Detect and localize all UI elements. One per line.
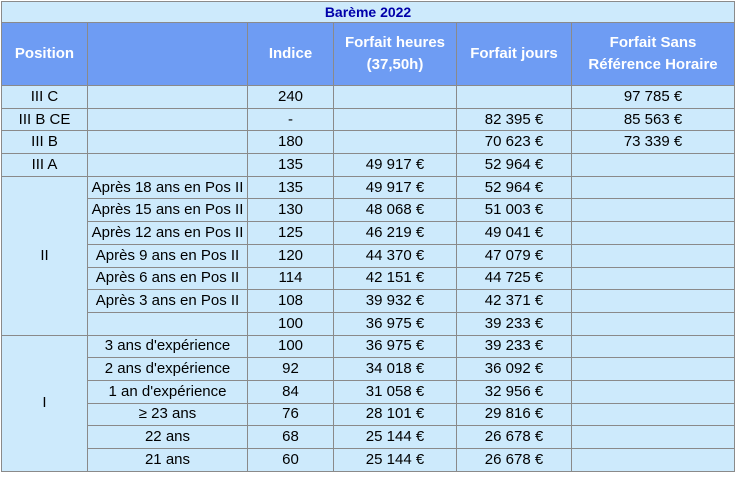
forfait-sans-cell [572,244,735,267]
forfait-heures-cell: 49 917 € [334,176,457,199]
subposition-cell: 1 an d'expérience [88,380,248,403]
subposition-cell: Après 12 ans en Pos II [88,222,248,245]
indice-cell: 180 [248,131,334,154]
position-cell: III B CE [2,108,88,131]
forfait-heures-cell: 44 370 € [334,244,457,267]
forfait-jours-cell: 82 395 € [457,108,572,131]
forfait-jours-cell [457,86,572,109]
forfait-sans-cell [572,267,735,290]
forfait-sans-cell [572,176,735,199]
table-row [2,86,735,109]
forfait-sans-cell [572,154,735,177]
forfait-heures-cell: 42 151 € [334,267,457,290]
subposition-cell: Après 6 ans en Pos II [88,267,248,290]
forfait-sans-cell [572,312,735,335]
header-forfait-heures-line1: Forfait heures [344,34,446,51]
table-row [2,426,735,449]
forfait-jours-cell: 39 233 € [457,335,572,358]
subposition-cell: Après 3 ans en Pos II [88,290,248,313]
table-row [2,335,735,358]
forfait-heures-cell: 25 144 € [334,449,457,472]
forfait-sans-cell [572,380,735,403]
indice-cell: 135 [248,154,334,177]
header-forfait-sans-line2: Référence Horaire [588,56,718,73]
position-cell: III B [2,131,88,154]
forfait-sans-cell [572,199,735,222]
subposition-cell [88,131,248,154]
forfait-sans-cell [572,222,735,245]
subposition-cell: Après 15 ans en Pos II [88,199,248,222]
forfait-heures-cell [334,131,457,154]
subposition-cell: ≥ 23 ans [88,403,248,426]
table-row [2,312,735,335]
forfait-heures-cell: 48 068 € [334,199,457,222]
subposition-cell: 22 ans [88,426,248,449]
indice-cell: 92 [248,358,334,381]
indice-cell: 114 [248,267,334,290]
forfait-sans-cell [572,403,735,426]
table-row [2,403,735,426]
table-body [2,86,735,472]
indice-cell: 240 [248,86,334,109]
forfait-sans-cell: 97 785 € [572,86,735,109]
forfait-heures-cell [334,108,457,131]
table-row [2,380,735,403]
indice-cell: 130 [248,199,334,222]
header-forfait-jours: Forfait jours [457,23,572,86]
table-row [2,290,735,313]
forfait-heures-cell: 34 018 € [334,358,457,381]
forfait-jours-cell: 52 964 € [457,176,572,199]
forfait-sans-cell [572,290,735,313]
subposition-cell: 3 ans d'expérience [88,335,248,358]
group-ii-cell: II [2,176,88,335]
forfait-sans-cell [572,426,735,449]
header-indice: Indice [248,23,334,86]
position-cell: III C [2,86,88,109]
forfait-jours-cell: 26 678 € [457,449,572,472]
forfait-sans-cell [572,449,735,472]
indice-cell: 68 [248,426,334,449]
forfait-heures-cell: 31 058 € [334,380,457,403]
forfait-heures-cell: 28 101 € [334,403,457,426]
table-row [2,222,735,245]
indice-cell: 120 [248,244,334,267]
forfait-jours-cell: 49 041 € [457,222,572,245]
forfait-sans-cell: 85 563 € [572,108,735,131]
forfait-jours-cell: 51 003 € [457,199,572,222]
indice-cell: 135 [248,176,334,199]
subposition-cell [88,86,248,109]
forfait-jours-cell: 70 623 € [457,131,572,154]
table-row [2,358,735,381]
header-position: Position [2,23,88,86]
forfait-sans-cell [572,335,735,358]
forfait-jours-cell: 32 956 € [457,380,572,403]
header-forfait-sans [572,23,735,86]
table-row [2,176,735,199]
header-forfait-sans-line1: Forfait Sans [609,34,697,51]
position-cell: III A [2,154,88,177]
forfait-jours-cell: 47 079 € [457,244,572,267]
header-forfait-heures-line2: (37,50h) [366,56,424,73]
forfait-jours-cell: 36 092 € [457,358,572,381]
forfait-heures-cell: 36 975 € [334,312,457,335]
subposition-cell: Après 9 ans en Pos II [88,244,248,267]
indice-cell: 125 [248,222,334,245]
indice-cell: 60 [248,449,334,472]
salary-scale-table [1,1,735,472]
subposition-cell [88,108,248,131]
indice-cell: 100 [248,312,334,335]
forfait-heures-cell [334,86,457,109]
forfait-heures-cell: 39 932 € [334,290,457,313]
table-title: Barème 2022 [2,2,735,23]
table-row [2,267,735,290]
indice-cell: 108 [248,290,334,313]
subposition-cell: Après 18 ans en Pos II [88,176,248,199]
group-i-cell: I [2,335,88,471]
indice-cell: 100 [248,335,334,358]
forfait-sans-cell: 73 339 € [572,131,735,154]
indice-cell: - [248,108,334,131]
forfait-sans-cell [572,358,735,381]
table-row [2,154,735,177]
forfait-heures-cell: 25 144 € [334,426,457,449]
forfait-jours-cell: 52 964 € [457,154,572,177]
subposition-cell: 21 ans [88,449,248,472]
subposition-cell [88,154,248,177]
table-row [2,108,735,131]
table-row [2,131,735,154]
indice-cell: 84 [248,380,334,403]
subposition-cell [88,312,248,335]
table-row [2,244,735,267]
indice-cell: 76 [248,403,334,426]
subposition-cell: 2 ans d'expérience [88,358,248,381]
forfait-jours-cell: 26 678 € [457,426,572,449]
forfait-jours-cell: 44 725 € [457,267,572,290]
forfait-heures-cell: 49 917 € [334,154,457,177]
table-row [2,199,735,222]
header-blank [88,23,248,86]
forfait-jours-cell: 29 816 € [457,403,572,426]
header-forfait-heures [334,23,457,86]
forfait-jours-cell: 42 371 € [457,290,572,313]
forfait-jours-cell: 39 233 € [457,312,572,335]
forfait-heures-cell: 46 219 € [334,222,457,245]
table-row [2,449,735,472]
forfait-heures-cell: 36 975 € [334,335,457,358]
